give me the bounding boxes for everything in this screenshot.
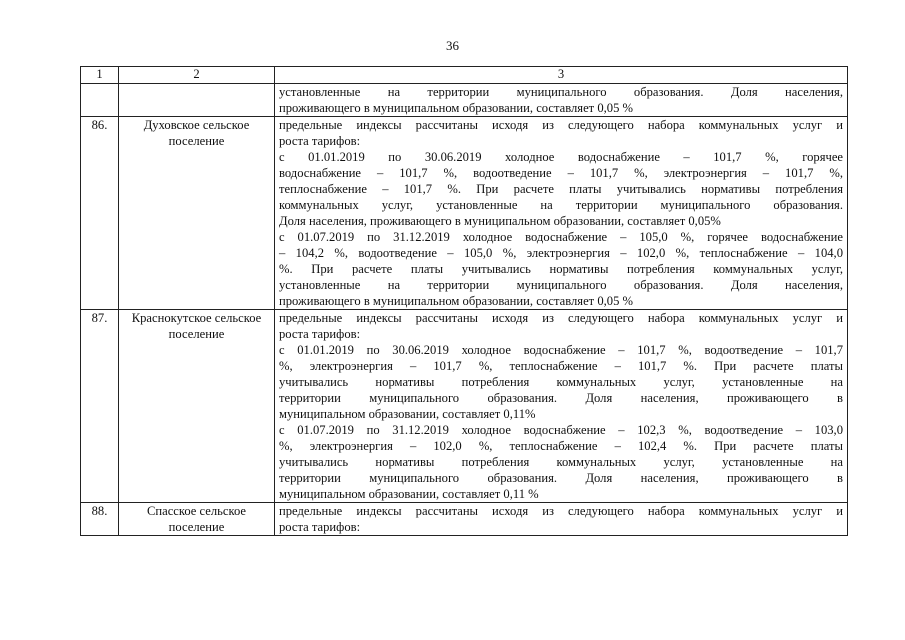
table-row-87	[81, 310, 848, 503]
municipality-name: Спасское сельское поселение	[119, 503, 275, 536]
tariff-description	[275, 503, 848, 536]
text-line: установленные на территории муниципального образования. Доля населения,	[279, 278, 843, 292]
text-line: муниципальном образовании, составляет 0,11 %	[279, 487, 539, 501]
table-header-row	[81, 67, 848, 84]
row-number: 86.	[81, 117, 119, 310]
text-line: коммунальных услуг, установленные на территории муниципального образования.	[279, 198, 843, 212]
text-line: предельные индексы рассчитаны исходя из следующего набора коммунальных услуг и	[279, 504, 843, 518]
text-line: территории муниципального образования. Доля населения, проживающего в	[279, 471, 843, 485]
text-line: – 104,2 %, водоотведение – 105,0 %, электроэнергия – 102,0 %, теплоснабжение – 104,0	[279, 246, 843, 260]
text-line: теплоснабжение – 101,7 %. При расчете платы учитывались нормативы потребления	[279, 182, 843, 196]
municipality-name: Духовское сельское поселение	[119, 117, 275, 310]
text-line: предельные индексы рассчитаны исходя из следующего набора коммунальных услуг и	[279, 118, 843, 132]
text-line: с 01.07.2019 по 31.12.2019 холодное водоснабжение – 105,0 %, горячее водоснабжение	[279, 230, 843, 244]
tariff-table	[80, 66, 848, 536]
column-header-1: 1	[81, 67, 119, 84]
text-line: муниципальном образовании, составляет 0,11%	[279, 407, 536, 421]
text-line: установленные на территории муниципального образования. Доля населения,	[279, 85, 843, 99]
municipality-name: Краснокутское сельское поселение	[119, 310, 275, 503]
row-number: 87.	[81, 310, 119, 503]
text-line: учитывались нормативы потребления коммунальных услуг, установленные на	[279, 455, 843, 469]
continuation-num-cell	[81, 84, 119, 117]
text-line: роста тарифов:	[279, 134, 361, 148]
continuation-name-cell	[119, 84, 275, 117]
text-line: водоснабжение – 101,7 %, водоотведение – 101,7 %, электроэнергия – 101,7 %,	[279, 166, 843, 180]
continuation-text-cell	[275, 84, 848, 117]
text-line: %, электроэнергия – 102,0 %, теплоснабжение – 102,4 %. При расчете платы	[279, 439, 843, 453]
row-number: 88.	[81, 503, 119, 536]
page-number: 36	[446, 38, 459, 53]
text-line: %. При расчете платы учитывались нормативы потребления коммунальных услуг,	[279, 262, 843, 276]
tariff-description	[275, 117, 848, 310]
column-header-3: 3	[275, 67, 848, 84]
text-line: роста тарифов:	[279, 327, 361, 341]
text-line: предельные индексы рассчитаны исходя из следующего набора коммунальных услуг и	[279, 311, 843, 325]
text-line: территории муниципального образования. Доля населения, проживающего в	[279, 391, 843, 405]
text-line: проживающего в муниципальном образовании, составляет 0,05 %	[279, 101, 634, 115]
continuation-row	[81, 84, 848, 117]
tariff-description	[275, 310, 848, 503]
text-line: с 01.07.2019 по 31.12.2019 холодное водоснабжение – 102,3 %, водоотведение – 103,0	[279, 423, 843, 437]
text-line: Доля населения, проживающего в муниципальном образовании, составляет 0,05%	[279, 214, 721, 228]
column-header-2: 2	[119, 67, 275, 84]
table-row-88	[81, 503, 848, 536]
text-line: с 01.01.2019 по 30.06.2019 холодное водоснабжение – 101,7 %, водоотведение – 101,7	[279, 343, 843, 357]
text-line: учитывались нормативы потребления коммунальных услуг, установленные на	[279, 375, 843, 389]
text-line: проживающего в муниципальном образовании, составляет 0,05 %	[279, 294, 634, 308]
text-line: с 01.01.2019 по 30.06.2019 холодное водоснабжение – 101,7 %, горячее	[279, 150, 843, 164]
text-line: роста тарифов:	[279, 520, 361, 534]
text-line: %, электроэнергия – 101,7 %, теплоснабжение – 101,7 %. При расчете платы	[279, 359, 843, 373]
table-row-86	[81, 117, 848, 310]
